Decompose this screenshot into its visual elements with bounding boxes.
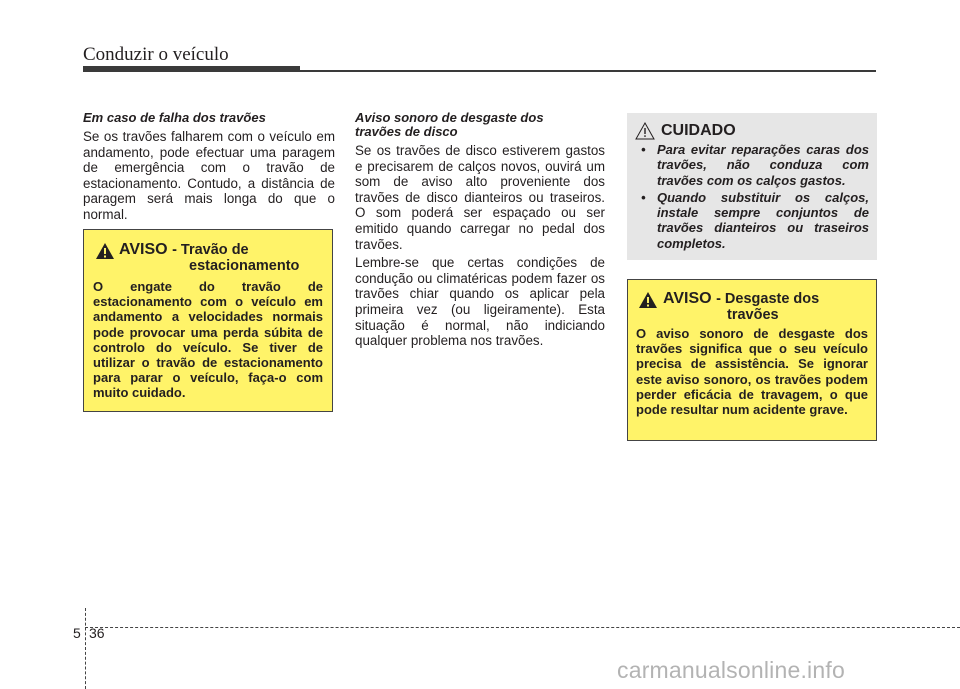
header-rule-thick [83,66,300,72]
warning-body: O aviso sonoro de desgaste dos travões significa que o seu veículo precisa de assistência. Se ignorar este aviso sonoro, os travões podem perder eficácia de travagem, o que pode resultar num acidente grave. [636,326,868,418]
warning-label: AVISO [119,241,168,258]
footer-divider-horizontal [85,627,960,628]
caution-header [635,122,869,142]
warning-body: O engate do travão de estacionamento com o veículo em andamento a velocidades normais pode provocar uma perda súbita de controlo do veículo. Se tiver de utilizar o travão de estacionamento para parar o veículo, faça-o com muito cuidado. [93,279,323,401]
caution-item: • Quando substituir os calços, instale sempre conjuntos de travões dianteiros ou traseiros completos. [641,189,869,251]
section-title-brake-failure: Em caso de falha dos travões [83,110,266,125]
section-title-line1: Aviso sonoro de desgaste dos [355,110,544,125]
warning-subtitle-line1: - Desgaste dos [716,291,820,307]
header-rule-thin [300,70,876,72]
warning-header [93,241,323,279]
warning-triangle-icon [638,291,658,309]
warning-box-parking-brake [83,229,333,412]
paragraph-squeal: Lembre-se que certas condições de condução ou climatéricas podem fazer os travões chiar quando os aplicar pela primeira vez (ou ligeiramente). Esta situação é normal, não indiciando qualquer problema nos travões. [355,255,605,349]
left-column [83,111,335,226]
caution-box [627,113,877,260]
warning-label: AVISO [663,290,712,307]
caution-label: CUIDADO [661,122,736,139]
caution-triangle-icon [635,122,655,140]
middle-column [355,111,605,352]
caution-item-text: Para evitar reparações caras dos travões, não conduza com travões com os calços gastos. [657,142,869,188]
footer-divider-vertical [85,608,86,689]
warning-subtitle-line2: travões [727,307,779,323]
section-title-wear-indicator [355,111,605,139]
paragraph-brake-failure: Se os travões falharem com o veículo em andamento, pode efectuar uma paragem de emergência com o travão de estacionamento. Contudo, a distância de paragem será mais longa do que o normal. [83,129,335,222]
warning-subtitle-line1: - Travão de [172,242,249,258]
warning-box-brake-wear [627,279,877,441]
chapter-number: 5 [73,625,81,641]
caution-item-text: Quando substituir os calços, instale sempre conjuntos de travões dianteiros ou traseiros completos. [657,189,869,251]
paragraph-wear-sound: Se os travões de disco estiverem gastos e precisarem de calços novos, ouvirá um som de aviso alto proveniente dos travões de disco dianteiros ou traseiros. O som poderá ser espaçado ou ser emitido quando carregar no pedal dos travões. [355,143,605,252]
caution-item: • Para evitar reparações caras dos travões, não conduza com travões com os calços gastos. [641,142,869,188]
caution-list [635,142,869,251]
page-number: 36 [89,625,105,641]
warning-subtitle-line2: estacionamento [189,258,300,274]
warning-triangle-icon [95,242,115,260]
warning-header [636,290,868,326]
page-header-title: Conduzir o veículo [83,44,229,65]
watermark: carmanualsonline.info [617,657,845,683]
section-title-line2: travões de disco [355,124,458,139]
